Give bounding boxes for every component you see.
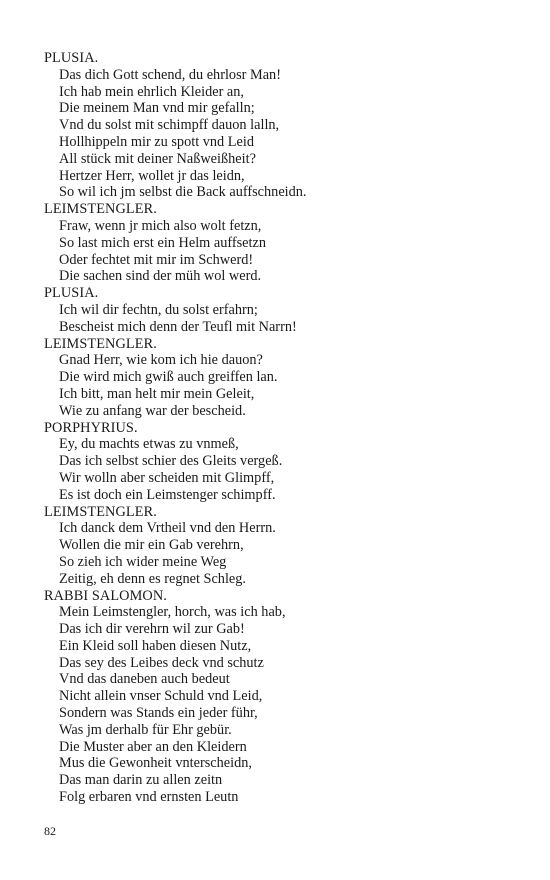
speaker-name: PLUSIA.	[44, 285, 99, 302]
verse-line: So last mich erst ein Helm auffsetzn	[59, 234, 266, 251]
verse-line: Ein Kleid soll haben diesen Nutz,	[59, 637, 252, 654]
verse-line: Ich bitt, man helt mir mein Geleit,	[59, 385, 255, 402]
verse-line: Gnad Herr, wie kom ich hie dauon?	[59, 352, 263, 369]
verse-line: Das ich selbst schier des Gleits vergeß.	[59, 453, 283, 470]
speaker-name: PORPHYRIUS.	[44, 419, 138, 436]
verse-line: Ich wil dir fechtn, du solst erfahrn;	[59, 301, 258, 318]
verse-line: Hollhippeln mir zu spott vnd Leid	[59, 133, 254, 150]
verse-line: Ich danck dem Vrtheil vnd den Herrn.	[59, 520, 276, 537]
verse-line: Wollen die mir ein Gab verehrn,	[59, 537, 244, 554]
verse-line: Ey, du machts etwas zu vnmeß,	[59, 436, 239, 453]
verse-line: Wir wolln aber scheiden mit Glimpff,	[59, 469, 275, 486]
verse-line: Fraw, wenn jr mich also wolt fetzn,	[59, 217, 262, 234]
verse-line: Zeitig, eh denn es regnet Schleg.	[59, 570, 246, 587]
verse-line: Das man darin zu allen zeitn	[59, 772, 223, 789]
page-number: 82	[44, 824, 56, 838]
verse-line: Es ist doch ein Leimstenger schimpff.	[59, 486, 276, 503]
verse-line: Das sey des Leibes deck vnd schutz	[59, 654, 264, 671]
verse-line: So wil ich jm selbst die Back auffschneidn.	[59, 184, 307, 201]
verse-line: Wie zu anfang war der bescheid.	[59, 402, 246, 419]
verse-line: All stück mit deiner Naßweißheit?	[59, 150, 256, 167]
speech-block-leimstengler-1	[44, 201, 514, 285]
verse-line: Ich hab mein ehrlich Kleider an,	[59, 83, 244, 100]
verse-line: Das dich Gott schend, du ehrlosr Man!	[59, 66, 281, 83]
speech-block-leimstengler-3	[44, 504, 514, 588]
speech-block-porphyrius	[44, 420, 514, 504]
verse-line: Hertzer Herr, wollet jr das leidn,	[59, 167, 245, 184]
verse-line: Mein Leimstengler, horch, was ich hab,	[59, 604, 286, 621]
verse-line: Nicht allein vnser Schuld vnd Leid,	[59, 688, 263, 705]
verse-line: Was jm derhalb für Ehr gebür.	[59, 721, 232, 738]
verse-line: Die sachen sind der müh wol werd.	[59, 268, 262, 285]
speech-block-plusia-1	[44, 50, 514, 201]
speech-block-leimstengler-2	[44, 336, 514, 420]
verse-line: Das ich dir verehrn wil zur Gab!	[59, 621, 245, 638]
speaker-name: RABBI SALOMON.	[44, 587, 167, 604]
speaker-name: LEIMSTENGLER.	[44, 335, 157, 352]
verse-line: Vnd du solst mit schimpff dauon lalln,	[59, 117, 280, 134]
speaker-name: LEIMSTENGLER.	[44, 201, 157, 218]
speaker-name: PLUSIA.	[44, 50, 99, 66]
verse-line: Oder fechtet mit mir im Schwerd!	[59, 251, 254, 268]
verse-line: Die wird mich gwiß auch greiffen lan.	[59, 369, 278, 386]
speech-block-plusia-2	[44, 285, 514, 335]
speaker-name: LEIMSTENGLER.	[44, 503, 157, 520]
verse-line: Folg erbaren vnd ernsten Leutn	[59, 789, 239, 806]
verse-line: Die meinem Man vnd mir gefalln;	[59, 100, 255, 117]
speech-block-rabbi-salomon	[44, 588, 514, 806]
verse-line: Vnd das daneben auch bedeut	[59, 671, 230, 688]
verse-line: Bescheist mich denn der Teufl mit Narrn!	[59, 318, 297, 335]
page-text	[44, 50, 514, 806]
verse-line: So zieh ich wider meine Weg	[59, 553, 227, 570]
verse-line: Mus die Gewonheit vnterscheidn,	[59, 755, 252, 772]
verse-line: Die Muster aber an den Kleidern	[59, 738, 247, 755]
verse-line: Sondern was Stands ein jeder führ,	[59, 705, 258, 722]
